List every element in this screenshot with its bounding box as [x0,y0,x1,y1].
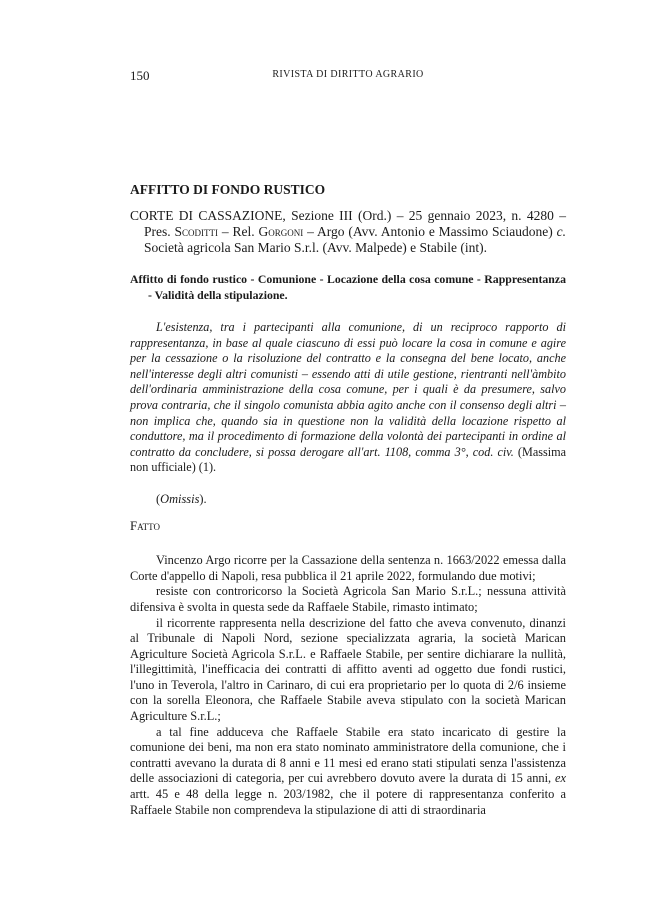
page-number: 150 [130,68,150,83]
paragraph-4-start: a tal fine adduceva che Raffaele Stabile era stato incaricato di gestire la comunione dei beni, ma non era stato nominato amministratore della comunione, che i contratti avevano la durata di 8 anni e 11 mesi ed erano stati stipulati senza l'assistenza delle associazioni di categoria, per cui avrebbero dovuto avere la durata di 15 anni, [130,724,566,786]
citation-rel-label: – Rel. [218,223,259,239]
citation-court: CORTE DI CASSAZIONE, Sezione III (Ord.) – 25 gennaio 2023, n. 4280 – Pres. [130,207,566,239]
massima-text: L'esistenza, tra i partecipanti alla comunione, di un reciproco rapporto di rappresentanza, in base al quale ciascuno di essi può locare la cosa in comune e agire per la cessazione o la risoluzione del contratto e la consegna del bene locato, anche nell'interesse degli altri comunisti – essendo atti di utile gestione, rientranti nell'àmbito dell'ordinaria amministrazione della cosa comune, per i quali è da presumere, salvo prova contraria, che il singolo comunista abbia agito anche con il consenso degli altri – non implica che, quando sia in questione non la validità della locazione rispetto al conduttore, ma il procedimento di formazione della volontà dei partecipanti in ordine al contratto da concludere, si possa derogare all'art. 1108, comma 3°, cod. civ. [130,320,566,459]
section-title: AFFITTO DI FONDO RUSTICO [130,182,326,197]
paragraph-1: Vincenzo Argo ricorre per la Cassazione della sentenza n. 1663/2022 emessa dalla Corte d'appello di Napoli, resa pubblica il 21 aprile 2022, formulando due motivi; [130,553,566,583]
journal-title: RIVISTA DI DIRITTO AGRARIO [272,69,424,80]
paragraph-4-ex: ex [555,771,566,786]
running-header [130,68,566,84]
citation-president: Scoditti [174,223,218,239]
omissis-open: ( [156,491,161,506]
paragraph-4 [130,725,566,819]
citation-parties: – Argo (Avv. Antonio e Massimo Sciaudone) [303,223,557,239]
omissis [156,492,566,508]
citation-contra: c. [556,223,567,239]
massima-note: (Massima non ufficiale) (1). [130,444,566,475]
paragraph-2: resiste con controricorso la Società Agricola San Mario S.r.L.; nessuna attività difensiva è svolta in questa sede da Raffaele Stabile, rimasto intimato; [130,584,566,614]
headnote: Affitto di fondo rustico - Comunione - Locazione della cosa comune - Rappresentanza - Validità della stipulazione. [130,272,566,302]
omissis-word: Omissis [160,491,200,506]
article-body [130,182,566,818]
fatto-heading: Fatto [130,518,160,533]
paragraph-4-end: artt. 45 e 48 della legge n. 203/1982, che il potere di rappresentanza conferito a Raffaele Stabile non comprendeva la stipulazione di atti di straordinaria [130,787,566,817]
case-citation [130,208,566,257]
massima [130,320,566,476]
citation-rapporteur: Gorgoni [258,223,304,239]
omissis-close: ). [199,491,207,506]
citation-respondents: Società agricola San Mario S.r.l. (Avv. Malpede) e Stabile (int). [144,240,488,255]
fatto-text [130,553,566,818]
paragraph-3: il ricorrente rappresenta nella descrizione del fatto che aveva convenuto, dinanzi al Tribunale di Napoli Nord, sezione specializzata agraria, la società Marican Agriculture Società Agricola S.r.L. e Raffaele Stabile, per sentire dichiarare la nullità, l'illegittimità, l'inefficacia dei contratti di affitto aventi ad oggetto due fondi rustici, l'uno in Teverola, l'altro in Carinaro, di cui era proprietario per lo quota di 2/6 insieme con la sorella Eleonora, che Raffaele Stabile aveva stipulato con la società Marican Agriculture S.r.L.; [130,615,566,724]
